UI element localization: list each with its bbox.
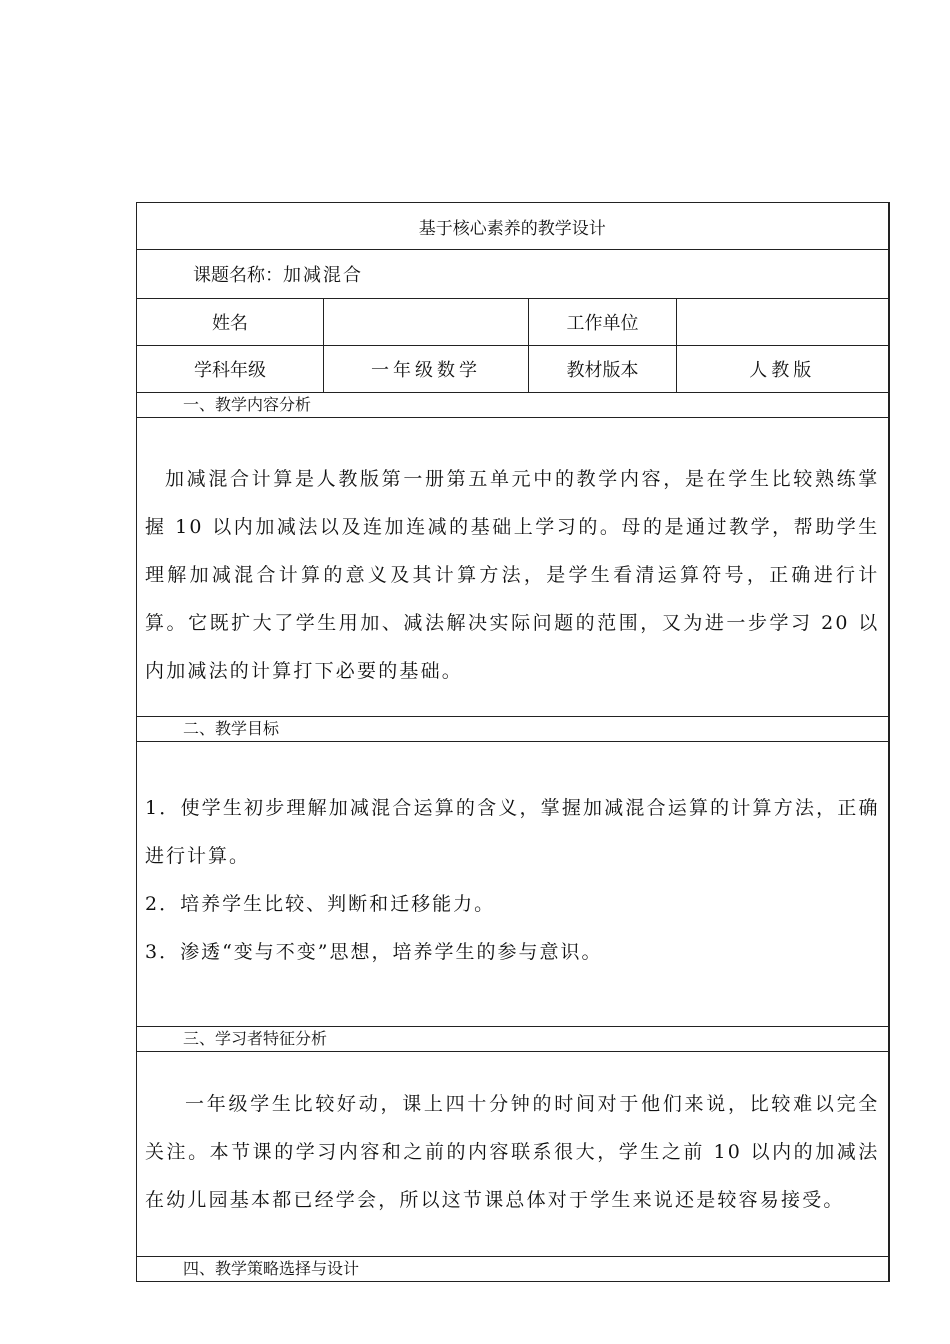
section-1-body-row xyxy=(137,418,889,717)
section-1-heading-row xyxy=(137,393,889,418)
paragraph: 2．培养学生比较、判断和迁移能力。 xyxy=(145,893,496,915)
info-row-1 xyxy=(137,299,889,346)
section-2-body-row xyxy=(137,742,889,1027)
grade-value: 一年级数学 xyxy=(324,346,529,393)
topic-value: 加减混合 xyxy=(283,265,363,286)
name-value xyxy=(324,299,529,346)
edition-label: 教材版本 xyxy=(529,346,677,393)
title-row xyxy=(137,203,889,250)
grade-label: 学科年级 xyxy=(137,346,324,393)
section-body xyxy=(137,418,889,717)
paragraph: 一年级学生比较好动，课上四十分钟的时间对于他们来说，比较难以完全关注。本节课的学习内容和之前的内容联系很大，学生之前 10 以内的加减法在幼儿园基本都已经学会，所以这节课总体对于学生来说还是较容易接受。 xyxy=(145,1093,880,1211)
section-4-heading-row xyxy=(137,1257,889,1282)
name-label: 姓名 xyxy=(137,299,324,346)
section-heading: 四、教学策略选择与设计 xyxy=(137,1257,889,1282)
paragraph: 加减混合计算是人教版第一册第五单元中的教学内容，是在学生比较熟练掌握 10 以内加减法以及连加连减的基础上学习的。母的是通过教学，帮助学生理解加减混合计算的意义及其计算方法，是学生看清运算符号，正确进行计算。它既扩大了学生用加、减法解决实际问题的范围，又为进一步学习 20 以内加减法的计算打下必要的基础。 xyxy=(145,468,880,682)
section-body xyxy=(137,742,889,1027)
section-2-heading-row xyxy=(137,717,889,742)
unit-label: 工作单位 xyxy=(529,299,677,346)
lesson-design-table xyxy=(136,202,890,1282)
edition-value: 人教版 xyxy=(677,346,889,393)
paragraph: 3．渗透“变与不变”思想，培养学生的参与意识。 xyxy=(145,941,603,963)
topic-cell xyxy=(137,250,889,299)
info-row-2 xyxy=(137,346,889,393)
section-body xyxy=(137,1052,889,1257)
section-heading: 三、学习者特征分析 xyxy=(137,1027,889,1052)
section-heading: 一、教学内容分析 xyxy=(137,393,889,418)
topic-label: 课题名称： xyxy=(193,265,283,286)
unit-value xyxy=(677,299,889,346)
section-3-heading-row xyxy=(137,1027,889,1052)
section-3-body-row xyxy=(137,1052,889,1257)
topic-row xyxy=(137,250,889,299)
document-title: 基于核心素养的教学设计 xyxy=(137,203,889,250)
paragraph: 1．使学生初步理解加减混合运算的含义，掌握加减混合运算的计算方法，正确进行计算。 xyxy=(145,797,880,867)
section-heading: 二、教学目标 xyxy=(137,717,889,742)
